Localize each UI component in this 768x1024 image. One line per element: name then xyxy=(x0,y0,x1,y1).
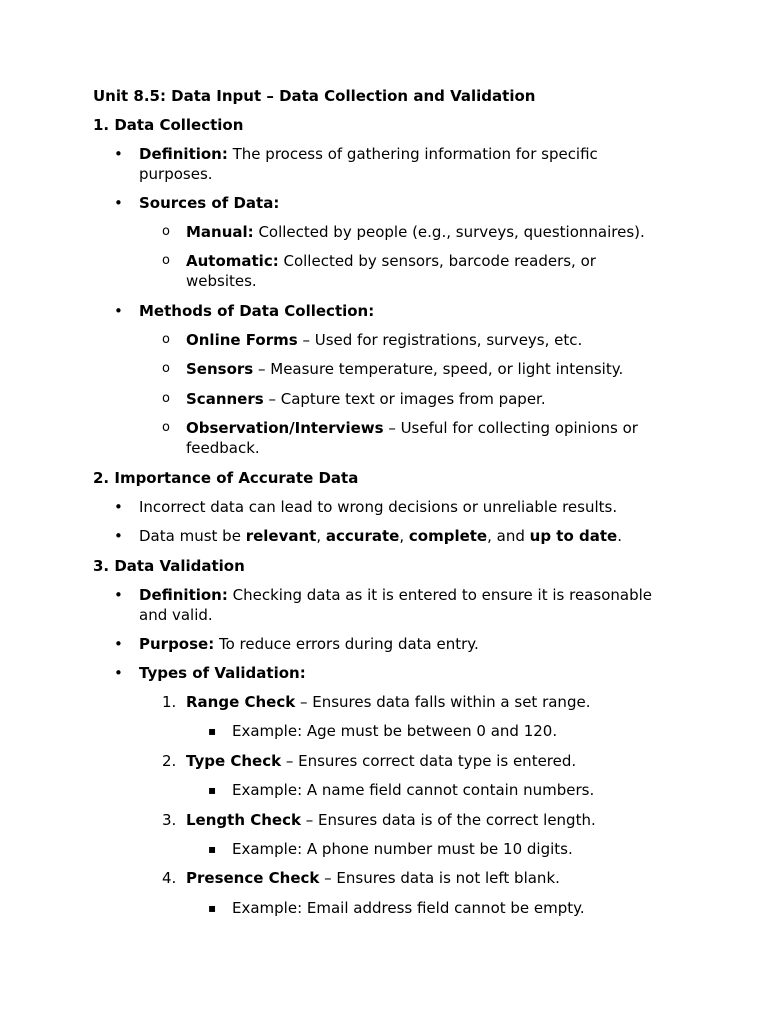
range-check-example: Example: Age must be between 0 and 120. xyxy=(232,722,558,740)
online-forms-label: Online Forms xyxy=(186,331,298,349)
definition-text: Checking data as it is entered to ensure it is reasonable xyxy=(227,586,652,604)
section-2-heading: 2. Importance of Accurate Data xyxy=(93,469,359,487)
observation-text: – Useful for collecting opinions or xyxy=(383,419,638,437)
definition-text: The process of gathering information for specific xyxy=(227,145,598,163)
list-item-online-forms xyxy=(186,330,582,350)
square-marker: ▪ xyxy=(208,901,217,915)
type-check-label: Type Check xyxy=(186,752,282,770)
square-marker: ▪ xyxy=(208,724,217,738)
length-check-item xyxy=(186,810,596,830)
list-number: 2. xyxy=(162,752,177,770)
list-item-manual xyxy=(186,222,645,242)
circle-marker: o xyxy=(162,391,170,406)
list-number: 4. xyxy=(162,869,177,887)
text-run: , xyxy=(399,527,409,545)
document-title: Unit 8.5: Data Input – Data Collection and Validation xyxy=(93,87,536,105)
observation-text-continued: feedback. xyxy=(186,439,260,457)
keyword-accurate: accurate xyxy=(325,527,400,545)
sources-label: Sources of Data: xyxy=(139,194,280,212)
purpose-label: Purpose: xyxy=(139,635,215,653)
validation-purpose xyxy=(139,634,479,654)
list-item-automatic xyxy=(186,251,596,271)
range-check-text: – Ensures data falls within a set range. xyxy=(295,693,591,711)
automatic-label: Automatic: xyxy=(186,252,279,270)
length-check-example: Example: A phone number must be 10 digits. xyxy=(232,840,573,858)
list-item-scanners xyxy=(186,389,546,409)
type-check-text: – Ensures correct data type is entered. xyxy=(281,752,577,770)
bullet-marker: • xyxy=(114,498,123,516)
types-label: Types of Validation: xyxy=(139,664,306,682)
online-forms-text: – Used for registrations, surveys, etc. xyxy=(297,331,583,349)
text-run: Data must be xyxy=(139,527,246,545)
bullet-marker: • xyxy=(114,194,123,212)
purpose-text: To reduce errors during data entry. xyxy=(214,635,479,653)
circle-marker: o xyxy=(162,420,170,435)
manual-label: Manual: xyxy=(186,223,254,241)
text-run: . xyxy=(617,527,622,545)
presence-check-example: Example: Email address field cannot be empty. xyxy=(232,899,585,917)
range-check-item xyxy=(186,692,590,712)
bullet-marker: • xyxy=(114,586,123,604)
bullet-marker: • xyxy=(114,664,123,682)
methods-label: Methods of Data Collection: xyxy=(139,302,375,320)
scanners-label: Scanners xyxy=(186,390,264,408)
bullet-marker: • xyxy=(114,302,123,320)
observation-label: Observation/Interviews xyxy=(186,419,384,437)
automatic-text: Collected by sensors, barcode readers, or xyxy=(278,252,596,270)
section-1-heading: 1. Data Collection xyxy=(93,116,244,134)
importance-point-2 xyxy=(139,526,622,546)
list-item-sensors xyxy=(186,359,623,379)
manual-text: Collected by people (e.g., surveys, questionnaires). xyxy=(253,223,645,241)
presence-check-text: – Ensures data is not left blank. xyxy=(319,869,560,887)
scanners-text: – Capture text or images from paper. xyxy=(263,390,546,408)
importance-point-1: Incorrect data can lead to wrong decisions or unreliable results. xyxy=(139,498,618,516)
bullet-marker: • xyxy=(114,527,123,545)
circle-marker: o xyxy=(162,224,170,239)
text-run: , and xyxy=(487,527,530,545)
definition-text-continued: and valid. xyxy=(139,606,213,624)
type-check-item xyxy=(186,751,576,771)
list-item-definition xyxy=(139,144,598,164)
validation-definition xyxy=(139,585,652,605)
type-check-example: Example: A name field cannot contain numbers. xyxy=(232,781,595,799)
list-number: 1. xyxy=(162,693,177,711)
length-check-text: – Ensures data is of the correct length. xyxy=(300,811,596,829)
circle-marker: o xyxy=(162,361,170,376)
section-3-heading: 3. Data Validation xyxy=(93,557,245,575)
definition-label: Definition: xyxy=(139,586,228,604)
definition-text-continued: purposes. xyxy=(139,165,213,183)
bullet-marker: • xyxy=(114,145,123,163)
list-item-observation xyxy=(186,418,638,438)
text-run: , xyxy=(316,527,326,545)
presence-check-label: Presence Check xyxy=(186,869,320,887)
keyword-relevant: relevant xyxy=(245,527,317,545)
square-marker: ▪ xyxy=(208,783,217,797)
circle-marker: o xyxy=(162,253,170,268)
keyword-up-to-date: up to date xyxy=(529,527,618,545)
sensors-text: – Measure temperature, speed, or light intensity. xyxy=(253,360,624,378)
presence-check-item xyxy=(186,868,560,888)
square-marker: ▪ xyxy=(208,842,217,856)
range-check-label: Range Check xyxy=(186,693,296,711)
circle-marker: o xyxy=(162,332,170,347)
automatic-text-continued: websites. xyxy=(186,272,257,290)
definition-label: Definition: xyxy=(139,145,228,163)
length-check-label: Length Check xyxy=(186,811,301,829)
keyword-complete: complete xyxy=(408,527,488,545)
sensors-label: Sensors xyxy=(186,360,254,378)
bullet-marker: • xyxy=(114,635,123,653)
list-number: 3. xyxy=(162,811,177,829)
